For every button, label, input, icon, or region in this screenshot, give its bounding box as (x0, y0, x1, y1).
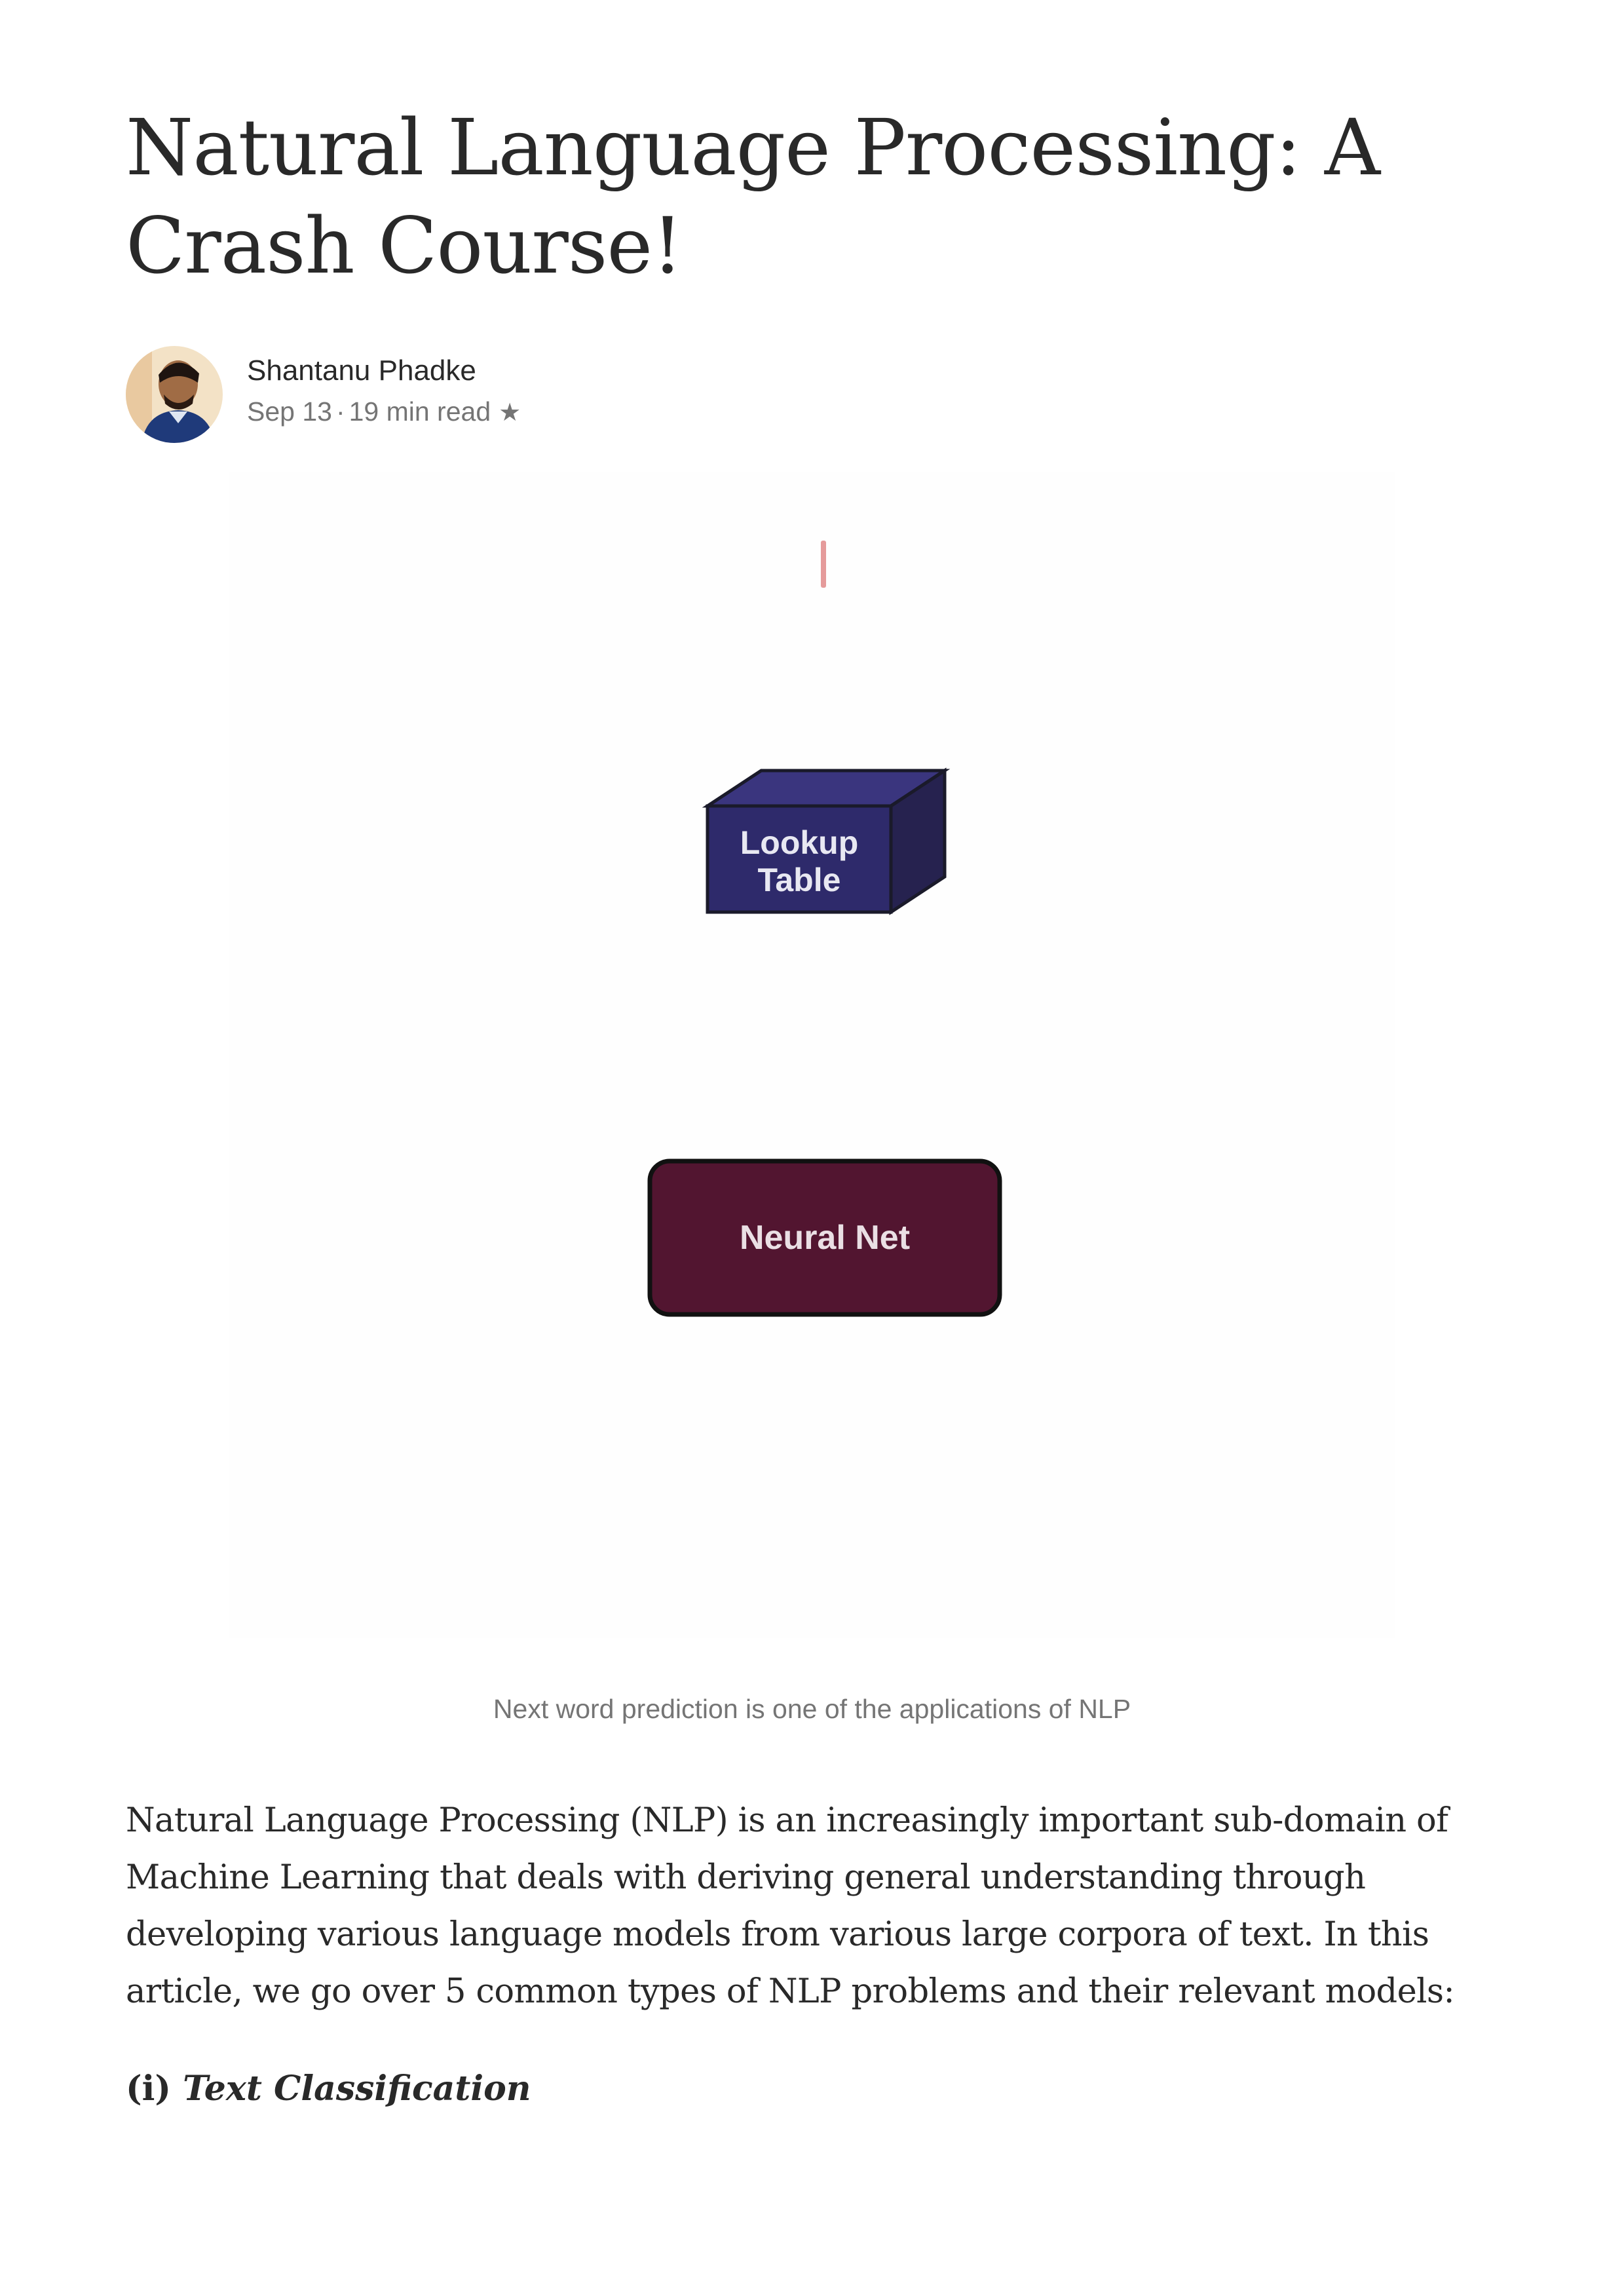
figure-caption: Next word prediction is one of the applications of NLP (493, 1694, 1131, 1724)
meta-separator: · (335, 396, 345, 427)
byline (126, 346, 912, 444)
intro-paragraph: Natural Language Processing (NLP) is an increasingly important sub-domain of Machine Learning that deals with deriving general understanding through developing various language models from various large corpora of text. In this article, we go over 5 common types of NLP problems and their relevant models: (126, 1801, 1455, 2011)
article-figure (229, 472, 1395, 1638)
neural-net-box (650, 1161, 1000, 1314)
article-title: Natural Language Processing: A Crash Course! (126, 102, 1380, 291)
lookup-table-label-line2: Table (757, 862, 841, 898)
neural-net-label: Neural Net (739, 1219, 911, 1257)
star-icon: ★ (499, 399, 521, 427)
author-avatar[interactable] (126, 346, 223, 443)
figure-marker (821, 541, 826, 588)
section-heading (126, 2063, 531, 2115)
publish-date: Sep 13 (247, 396, 332, 427)
lookup-table-box (708, 771, 945, 912)
lookup-table-label-line1: Lookup (740, 824, 859, 861)
section-title: Text Classification (183, 2069, 531, 2109)
read-time: 19 min read (349, 396, 491, 427)
author-name[interactable]: Shantanu Phadke (247, 354, 476, 387)
section-number: (i) (126, 2069, 171, 2109)
article-meta (247, 394, 521, 430)
